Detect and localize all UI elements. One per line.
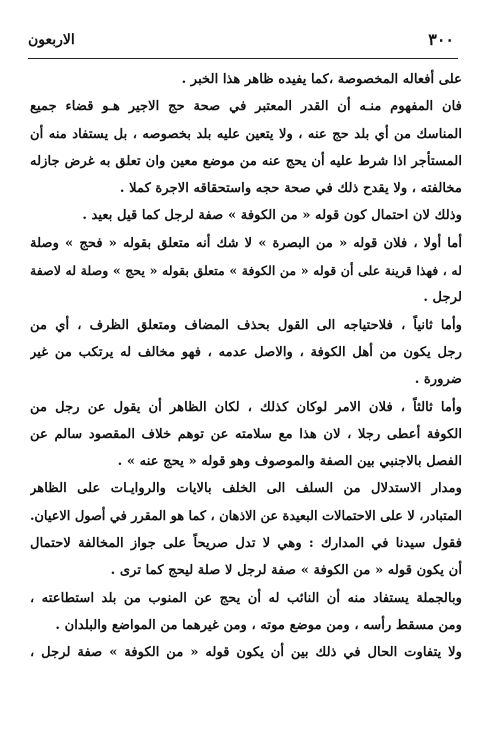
text-line: أن يكون قوله « من الكوفة » صفة لرجل لا صلة ليحج كما ترى . [110, 563, 462, 579]
text-line: له ، فهذا قرينة على أن قوله « من الكوفة » متعلق بقوله « يحج » وصلة له لاصفة [30, 263, 462, 279]
text-line: مخالفته ، ولا يقدح ذلك في صحة حجه واستحقاقه الاجرة كملا . [119, 181, 462, 197]
text-line: لرجل . [423, 290, 462, 306]
text-line: وذلك لان احتمال كون قوله « من الكوفة » صفة لرجل كما قيل بعيد . [82, 208, 462, 224]
text-line: على أفعاله المخصوصة ،كما يفيده ظاهر هذا الخبر . [181, 72, 462, 87]
text-line: فان المفهوم منـه أن القدر المعتبر في صحة حج الاجير هـو قضاء جميع [30, 99, 462, 115]
text-line: ومن مسقط رأسه ، ومن موضع موته ، ومن غيرهما من المواضع والبلدان . [55, 617, 462, 633]
text-line: ضرورة . [414, 372, 462, 388]
page-header [28, 28, 458, 58]
running-head: الاربعون [28, 32, 75, 48]
text-line: المناسك من أي بلد حج عنه ، ولا يتعين عليه بلد بخصوصه ، بل يستفاد منه أن [30, 126, 462, 142]
text-line: المتبادر، لا على الاحتمالات البعيدة عن الاذهان ، كما هو المقرر في أصول الاعيان. [30, 508, 462, 524]
text-line: ولا يتفاوت الحال في ذلك بين أن يكون قوله « من الكوفة » صفة لرجل ، [30, 645, 462, 661]
text-line: أما أولا ، فلان قوله « من البصرة » لا شك أنه متعلق بقوله « فحج » وصلة [30, 235, 462, 251]
text-line: وأما ثالثاً ، فلان الامر لوكان كذلك ، لكان الظاهر أن يقول عن رجل من [30, 399, 462, 415]
text-line: فقول سيدنا في المدارك : وهي لا تدل صريحاً على جواز المخالفة لاحتمال [30, 536, 462, 552]
text-line: المستأجر اذا شرط عليه أن يحج عنه من موضع معين وان تعلق به غرض جازله [30, 153, 462, 169]
header-rule [28, 58, 458, 59]
text-line: الفصل بالاجنبي بين الصفة والموصوف وهو قوله « يحج عنه » . [117, 454, 462, 470]
text-line: ومدار الاستدلال من السلف الى الخلف بالايات والروايـات على الظاهر [30, 481, 462, 497]
text-line: الكوفة أعطى رجلا ، لان هذا مع سلامته عن توهم خلاف المقصود سالم عن [30, 426, 462, 442]
text-line: رجل يكون من أهل الكوفة ، والاصل عدمه ، فهو مخالف له يرتكب من غير [30, 344, 462, 360]
text-line: وبالجملة يستفاد منه أن النائب له أن يحج عن المنوب من بلد استطاعته ، [30, 590, 462, 606]
page-number: ٣٠٠ [428, 30, 454, 49]
text-line: وأما ثانياً ، فلاحتياجه الى القول بحذف المضاف ومتعلق الظرف ، أي من [30, 317, 462, 333]
body-text [30, 66, 462, 667]
